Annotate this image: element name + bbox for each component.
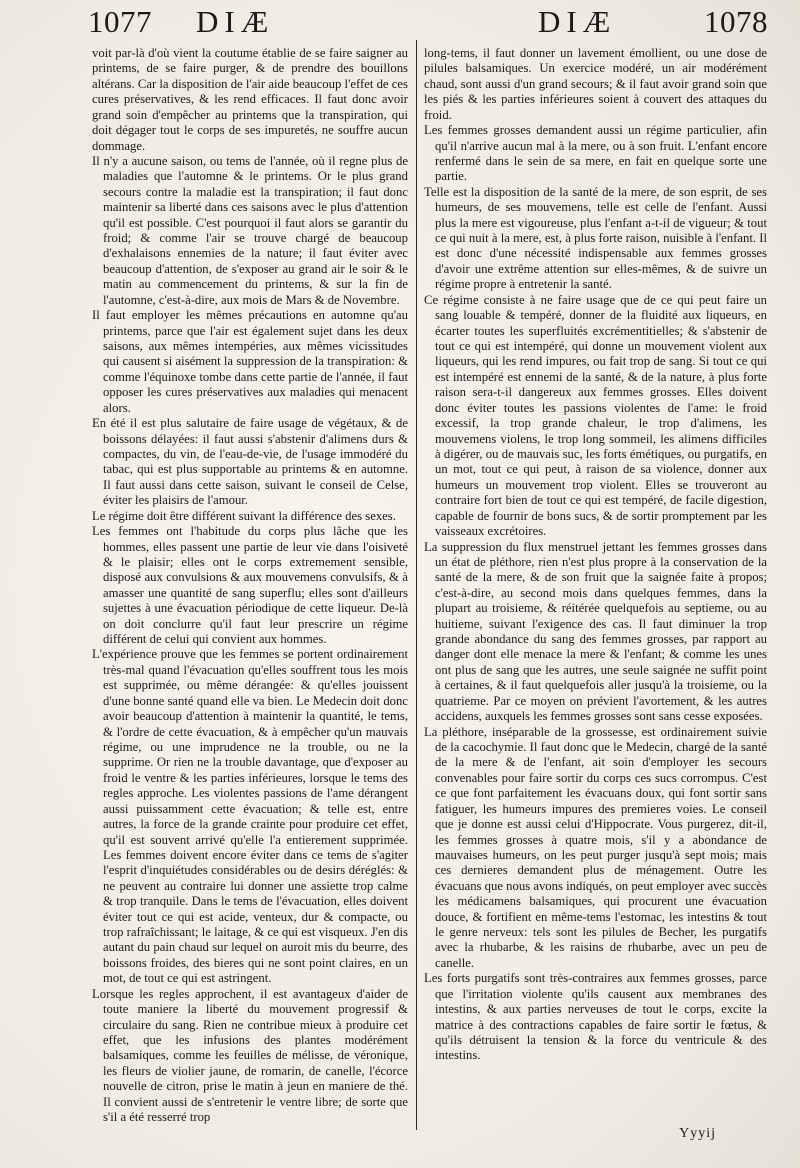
paragraph: Ce régime consiste à ne faire usage que de ce qui peut faire un sang louable & tempéré, donner de la fluidité aux liqueurs, en écarter toutes les superfluités excrémentitielles; & s'abstenir de tout ce qui est intempéré, qui donne un mouvement violent aux liqueurs, qui les rend impures, ou fait trop de sang. Si tout ce qui est intempéré est ennemi de la santé, & de la nature, à plus forte raison sera-t-il dangereux aux femmes grosses. Elles doivent donc éviter toutes les passions violentes de l'ame: le froid excessif, la trop grande chaleur, le trop d'alimens, les mouvemens violens, le trop long sommeil, les alimens difficiles à digérer, ou de mauvais suc, les forts émétiques, ou purgatifs, en un mot, tout ce qui peut, à raison de sa violence, donner aux humeurs un mouvement trop violent. Elles se trouveront au contraire fort bien de tout ce qui est tempéré, de facile digestion, capable de fournir de bons sucs, & de sortir promptement par les vaisseaux excrétoires. — [424, 292, 767, 539]
signature-mark: Yyyij — [679, 1126, 716, 1141]
paragraph: La pléthore, inséparable de la grossesse, est ordinairement suivie de la cacochymie. Il faut donc que le Medecin, chargé de la santé de la mere & de l'enfant, ait soin d'employer les secours convenables pour faire sortir du corps ces sucs corrompus. C'est ce que font parfaitement les évacuans doux, qui font sortir sans fatiguer, les humeurs impures des premieres voies. Le conseil que je donne est aussi celui d'Hippocrate. Vous purgerez, dit-il, les femmes grosses à quatre mois, s'il y a abondance de mauvaises humeurs, on les peut purger jusqu'à sept mois; mais ces dernieres demandent plus de ménagement. Outre les évacuans que nous avons indiqués, on peut employer avec succès les médicamens balsamiques, qui procurent une évacuation douce, & fortifient en même-tems l'estomac, les intestins & tout le genre nerveux: tels sont les pilules de Becher, les purgatifs avec la rhubarbe, & les raisins de rhubarbe, avec un peu de canelle. — [424, 724, 767, 970]
paragraph: Il n'y a aucune saison, ou tems de l'année, où il regne plus de maladies que l'automne & le printems. Or le plus grand secours contre la maladie est la transpiration; il faut donc maintenir sa liberté dans ces saisons avec le plus d'attention qu'il est possible. C'est pourquoi il faut alors se garantir du froid; & comme l'air se trouve chargé de beaucoup d'exhalaisons ennemies de la nature; il faut éviter avec beaucoup d'attention, de s'exposer au grand air le soir & le matin au commencement du printems, & sur la fin de l'automne, c'est-à-dire, aux mois de Mars & de Novembre. — [92, 153, 408, 307]
paragraph: voit par-là d'où vient la coutume établie de se faire saigner au printems, de se faire purger, & de prendre des bouillons altérans. Car la disposition de l'air aide beaucoup l'effet de ces cures préservatives, & les rend efficaces. Il faut donc avoir grand soin d'empêcher au printems que la transpiration, qui doit dégager tout le corps de ses impuretés, ne souffre aucun dommage. — [92, 46, 408, 153]
paragraph: Les forts purgatifs sont très-contraires aux femmes grosses, parce que l'irritation violente qu'ils causent aux membranes des intestins, & aux parties nerveuses de tout le corps, excite la matrice à des contractions capables de faire sortir le fœtus, & qu'ils détruisent la tension & la force du ventricule & des intestins. — [424, 971, 767, 1063]
paragraph: Les femmes grosses demandent aussi un régime particulier, afin qu'il n'arrive aucun mal à la mere, ou à son fruit. L'enfant encore renfermé dans le sein de sa mere, en fait en quelque sorte une partie. — [424, 123, 767, 184]
paragraph: long-tems, il faut donner un lavement émollient, ou une dose de pilules balsamiques. Un exercice modéré, un air modérément chaud, sont aussi d'un grand secours; & il faut avoir grand soin que les piés & les parties inférieures soient à couvert des attaques du froid. — [424, 46, 767, 122]
column-divider — [416, 40, 417, 1130]
left-column — [92, 46, 408, 1126]
paragraph: Lorsque les regles approchent, il est avantageux d'aider de toute maniere la liberté du mouvement progressif & circulaire du sang. Rien ne contribue mieux à produire cet effet, que les infusions des plantes modérément balsamiques, comme les feuilles de mélisse, de véronique, les fleurs de violier jaune, de romarin, de canelle, l'écorce nouvelle de citron, prise le matin à jeun en maniere de thé. Il convient aussi de s'entretenir le ventre libre; de sorte que s'il a été resserré trop — [92, 986, 408, 1125]
left-headword: DIÆ — [196, 4, 275, 39]
left-page-number: 1077 — [88, 4, 152, 39]
running-header — [88, 2, 768, 44]
paragraph: Les femmes ont l'habitude du corps plus lâche que les hommes, elles passent une partie de leur vie dans l'oisiveté & le plaisir; elles ont le corps extremement sensible, disposé aux convulsions & aux mouvemens convulsifs, & à amasser une quantité de sang superflu; elles sont d'ailleurs sujettes à une évacuation périodique de cette liqueur. De-là on doit conclurre qu'il faut leur prescrire un régime différent de celui qui convient aux hommes. — [92, 524, 408, 647]
right-column — [424, 46, 767, 1064]
paragraph: L'expérience prouve que les femmes se portent ordinairement très-mal quand l'évacuation qu'elles souffrent tous les mois est supprimée, ou même dérangée: & qu'elles jouissent d'une bonne santé quand elle va bien. Le Medecin doit donc avoir beaucoup d'attention à maintenir la quantité, le tems, & l'ordre de cette évacuation, & à empêcher qu'un mauvais régime, ou une imprudence ne la trouble, ou ne la supprime. Or rien ne la trouble davantage, que d'exposer au froid le ventre & les parties inférieures, lorsque le tems des regles approche. Les violentes passions de l'ame dérangent aussi puissamment cette évacuation; & telle est, entre autres, la force de la grande crainte pour produire cet effet, qu'il est souvent arrivé qu'elle l'a entierement supprimée. Les femmes doivent encore éviter dans ce tems de s'agiter l'esprit d'inquiétudes considérables ou de desirs déréglés: & ne peuvent au contraire lui donner une assiette trop calme & trop tranquile. Dans le tems de l'évacuation, elles doivent éviter tout ce qui est acide, venteux, dur & compacte, ou trop rafraîchissant; le laitage, & ce qui est visqueux. J'en dis autant du pain chaud sur lequel on auroit mis du beurre, des boissons froides, des bieres qui ne sont point claires, en un mot, de tout ce qui est astringent. — [92, 647, 408, 986]
paragraph: Telle est la disposition de la santé de la mere, de son esprit, de ses humeurs, de ses mouvemens, telle est celle de l'enfant. Aussi plus la mere est vigoureuse, plus l'enfant a-t-il de vigueur; & tout ce qui nuit à la mere, est, à plus forte raison, nuisible à l'enfant. Il est donc d'une nécessité indispensable aux femmes grosses d'avoir une extrême attention sur elles-mêmes, & de suivre un régime propre à entretenir la santé. — [424, 184, 767, 292]
paragraph: Le régime doit être différent suivant la différence des sexes. — [92, 508, 396, 523]
right-headword: DIÆ — [538, 4, 617, 39]
paragraph: En été il est plus salutaire de faire usage de végétaux, & de boissons délayées: il faut aussi s'abstenir d'alimens durs & compactes, du vin, de l'eau-de-vie, de l'usage immodéré du tabac, qui est plus supportable au printems & en automne. Il faut aussi dans cette saison, suivant le conseil de Celse, éviter les plaisirs de l'amour. — [92, 416, 408, 508]
paragraph: Il faut employer les mêmes précautions en automne qu'au printems, parce que l'air est également sujet dans les deux saisons, aux mêmes intempéries, aux mêmes vicissitudes qui causent si aisément la suppression de la transpiration: & comme l'équinoxe tombe dans cette partie de l'année, il faut opposer les cures préservatives aux maladies qui menacent alors. — [92, 308, 408, 415]
paragraph: La suppression du flux menstruel jettant les femmes grosses dans un état de pléthore, rien n'est plus propre à la conservation de la santé de la mere, & de son fruit que la saignée faite à propos; c'est-à-dire, au second mois dans quelques femmes, dans la plupart au troisieme, & réitérée quelquefois au septieme, ou au huitieme, suivant l'exigence des cas. Il faut diminuer la trop grande abondance du sang des femmes grosses, par rapport au danger dont elle menace la mere & l'enfant; & comme les unes ont plus de sang que les autres, une seule saignée ne suffit point à certaines, & il faut quelquefois aller jusqu'à la troisieme, ou la quatrieme. Par ce moyen on prévient l'avortement, & les autres accidens, auxquels les femmes grosses sont sans cesse exposées. — [424, 539, 767, 724]
right-page-number: 1078 — [704, 4, 768, 39]
